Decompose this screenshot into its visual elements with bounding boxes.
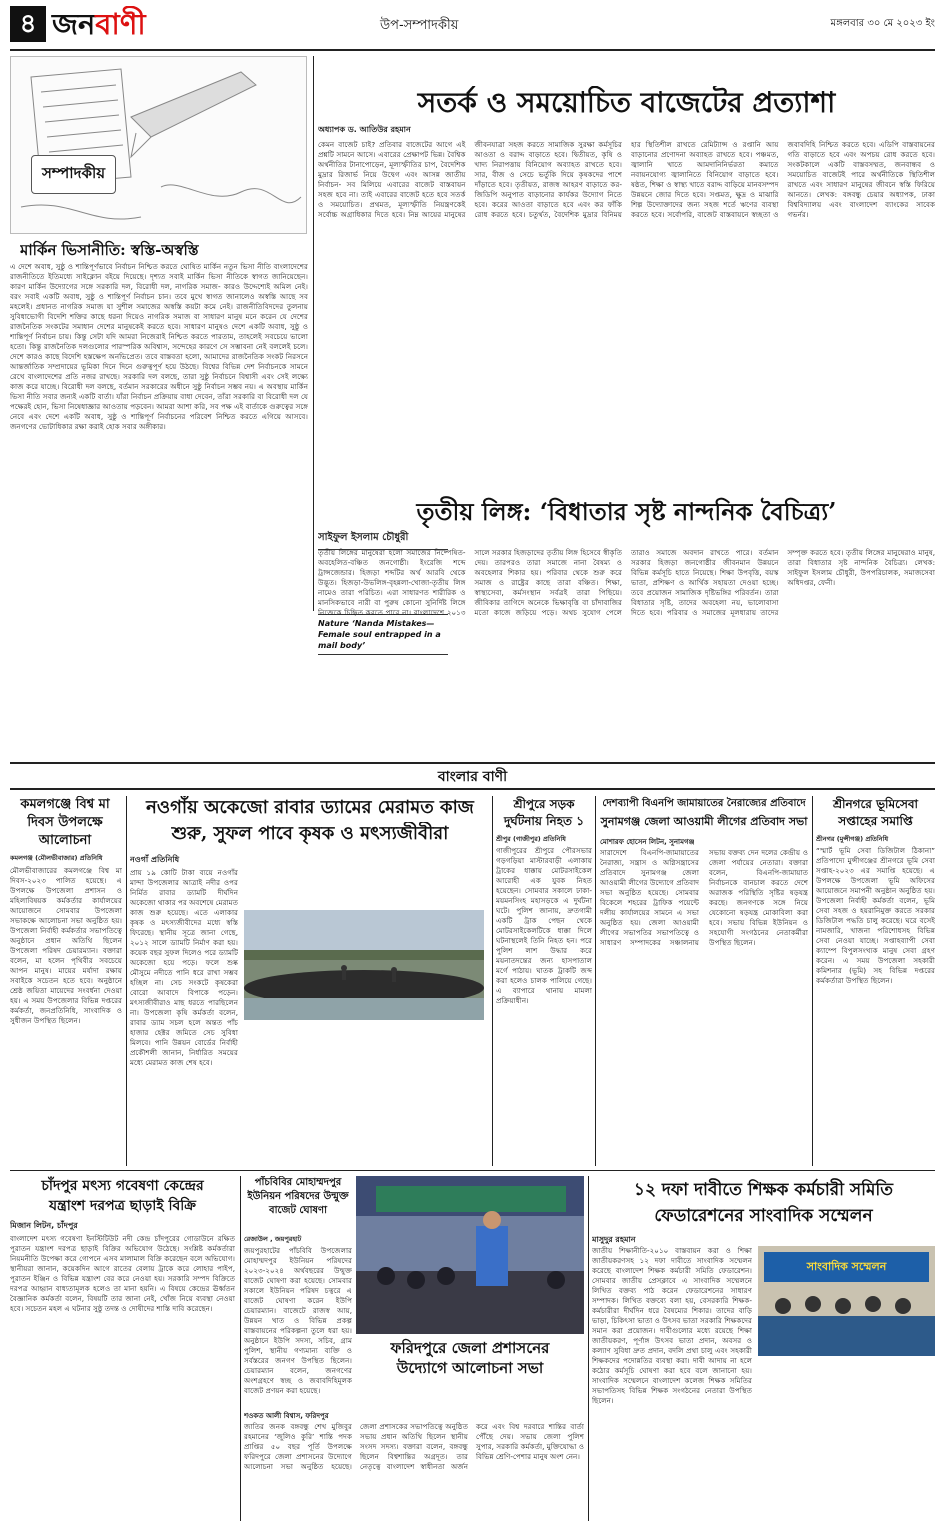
logo-part-1: জন — [52, 7, 96, 41]
editorial-body: এ দেশে অবাধ, সুষ্ঠু ও শান্তিপূর্ণভাবে নির্বাচন নিশ্চিত করতে ঘোষিত মার্কিন নতুন ভিসা নীতি বাংলাদেশের রাজনীতিতে ইতিমধ্যে সাইক্লোন বইয়ে দিয়েছে। দৃশ্যত সবাই মার্কিন ভিসা নীতিকে স্বাগত জানিয়েছেন। কারণ মার্কিন উদ্যোগের সঙ্গে সরকারি দল, বিরোধী দল, নাগরিক সমাজ- কারও উদ্দেশ্যেই অমিল নেই। বরং সবাই একটি অবাধ, সুষ্ঠু ও শান্তিপূর্ণ নির্বাচন চান। তবে মুখে স্বাগত জানালেও অস্বস্তি আছে সব মহলেই। প্রধানত নাগরিক সমাজ যা সুশীল সমাজের অস্বস্তি কয়টা কমে নেই। রাজনীতিবিদদের তুলনায় সুবিধাভোগী বিদেশি শক্তির কাছে ধরনা দিয়েও নাগরিক সমাজ বা সাধারণ মানুষ মনে করেন যে দেশের রাজনৈতিক সংকটের সমাধান দেশের মানুষকেই করতে হবে। সাধারণ মানুষও দেশে একটি অবাধ, সুষ্ঠু ও শান্তিপূর্ণ নির্বাচন চায়। কিন্তু সেটা যদি আমরা নিজেরাই নিশ্চিত করতে পারতাম, তাহলেই সবচেয়ে ভালো হতো। কিন্তু রাজনৈতিক দলগুলোর পারস্পরিক অবিশ্বাস, সন্দেহের কারণে সে সম্ভাবনা নেই বললেই চলে। দেশে কারও কাছে বিদেশি হস্তক্ষেপ অনভিপ্রেত। তবে বাস্তবতা হলো, আমাদের রাজনৈতিক সংকট নিরসনে আন্তর্জাতিক সম্প্রদায়ের ভূমিকা দিনে দিনে গুরুত্বপূর্ণ হয়ে উঠছে। বিশ্বের বিভিন্ন দেশ নির্বাচনকে সামনে রেখে বাংলাদেশের প্রতি নজর রাখছে। সরকারি দল বলছে, তারা সুষ্ঠু নির্বাচনে বিশ্বাসী এবং সেই লক্ষ্যে কাজ করে যাচ্ছে। বিরোধী দল বলছে, বর্তমান সরকারের অধীনে সুষ্ঠু নির্বাচন সম্ভব নয়। এ অবস্থায় মার্কিন ভিসা নীতি সবার জন্যই একটি বার্তা। যাঁরা নির্বাচন প্রক্রিয়ায় বাধা দেবেন, তাঁরা সরকারি বা বিরোধী দল যে পক্ষেরই হোন, ভিসা নিষেধাজ্ঞার আওতায় পড়বেন। আমরা আশা করি, সব পক্ষ এই বার্তাকে গুরুত্বের সঙ্গে নেবে এবং দেশে একটি অবাধ, সুষ্ঠু ও শান্তিপূর্ণ নির্বাচনের পরিবেশ নিশ্চিত করতে এগিয়ে আসবে। জনগণের ভোটাধিকার রক্ষা করাই হোক সবার অঙ্গীকার। — [10, 262, 308, 431]
third-gender-quote: Nature ‘Nanda Mistakes—Female soul entrapped in a mail body’ — [318, 614, 448, 655]
faridpur-event-image — [356, 1176, 584, 1334]
teachers-headline-2: ফেডারেশনের সাংবাদিক সম্মেলন — [654, 1206, 873, 1226]
editorial-illustration — [10, 56, 307, 234]
faridpur-headline-1: ফরিদপুরে জেলা প্রশাসনের — [390, 1339, 550, 1357]
sunamganj-headline-2: সুনামগঞ্জ জেলা আওয়ামী লীগের প্রতিবাদ সভা — [600, 815, 808, 828]
teachers-byline: মাসুদুর রহমান — [592, 1235, 636, 1244]
kamalganj-headline: কমলগঞ্জে বিশ্ব মা দিবস উপলক্ষে আলোচনা — [20, 797, 110, 848]
panchbibi-body: জয়পুরহাটের পাঁচবিবি উপজেলার মোহাম্মদপুর ইউনিয়ন পরিষদের ২০২৩-২০২৪ অর্থবছরের উন্মুক্ত বাজেট ঘোষণা করা হয়েছে। সোমবার সকালে ইউনিয়ন পরিষদ চত্বরে এ বাজেট ঘোষণা করেন ইউপি চেয়ারম্যান। বাজেটে রাজস্ব আয়, উন্নয়ন খাত ও বিভিন্ন প্রকল্প বাস্তবায়নের পরিকল্পনা তুলে ধরা হয়। অনুষ্ঠানে ইউপি সদস্য, সচিব, গ্রাম পুলিশ, স্থানীয় গণ্যমান্য ব্যক্তি ও সর্বস্তরের জনগণ উপস্থিত ছিলেন। চেয়ারম্যান বলেন, জনগণের অংশগ্রহণে স্বচ্ছ ও জবাবদিহিমূলক বাজেট প্রণয়ন করা হয়েছে। — [244, 1246, 352, 1395]
chandpur-headline-1: চাঁদপুর মৎস্য গবেষণা কেন্দ্রের — [41, 1178, 204, 1194]
budget-headline: সতর্ক ও সময়োচিত বাজেটের প্রত্যাশা — [417, 86, 836, 119]
sreenagar-body: “স্মার্ট ভূমি সেবা ডিজিটাল ঠিকানা” প্রতিপাদ্যে মুন্সীগঞ্জের শ্রীনগরে ভূমি সেবা সপ্তাহ-২০২৩ এর সমাপ্তি হয়েছে। এ উপলক্ষে উপজেলা ভূমি অফিসের আয়োজনে সমাপনী অনুষ্ঠান অনুষ্ঠিত হয়। উপজেলা নির্বাহী কর্মকর্তা বলেন, ভূমি সেবা সহজ ও হয়রানিমুক্ত করতে সরকার ডিজিটাল পদ্ধতি চালু করেছে। ঘরে বসেই নামজারি, খাজনা পরিশোধসহ বিভিন্ন সেবা নেওয়া যাচ্ছে। সপ্তাহব্যাপী সেবা ক্যাম্পে বিপুলসংখ্যক মানুষ সেবা গ্রহণ করেন। এ সময় উপজেলা সহকারী কমিশনার (ভূমি) সহ বিভিন্ন দপ্তরের কর্মকর্তারা উপস্থিত ছিলেন। — [816, 846, 935, 985]
naogaon-body-cont — [244, 868, 484, 908]
faridpur-body: জাতির জনক বঙ্গবন্ধু শেখ মুজিবুর রহমানের ‘জুলিও কুরি’ শান্তি পদক প্রাপ্তির ৫০ বছর পূর্তি উপলক্ষে ফরিদপুরে জেলা প্রশাসনের উদ্যোগে আলোচনা সভা অনুষ্ঠিত হয়েছে। জেলা প্রশাসকের সভাপতিত্বে অনুষ্ঠিত সভায় প্রধান অতিথি ছিলেন স্থানীয় সংসদ সদস্য। বক্তারা বলেন, বঙ্গবন্ধু ছিলেন বিশ্বশান্তির অগ্রদূত। তার নেতৃত্বে বাংলাদেশ স্বাধীনতা অর্জন করে এবং বিশ্ব দরবারে শান্তির বার্তা পৌঁছে দেয়। সভায় জেলা পুলিশ সুপার, সরকারি কর্মকর্তা, মুক্তিযোদ্ধা ও বিভিন্ন শ্রেণি-পেশার মানুষ অংশ নেন। — [244, 1422, 584, 1471]
teachers-headline-1: ১২ দফা দাবীতে শিক্ষক কর্মচারী সমিতি — [633, 1180, 894, 1200]
sreepur-byline: শ্রীপুর (গাজীপুর) প্রতিনিধি — [496, 835, 566, 843]
press-banner-text: সাংবাদিক সম্মেলন — [806, 1260, 887, 1273]
page-number: ৪ — [10, 6, 46, 42]
budget-author: অধ্যাপক ড. আতিউর রহমান — [318, 125, 411, 134]
editorial-label: সম্পাদকীয় — [31, 155, 116, 194]
section-rule-top — [10, 762, 935, 764]
sunamganj-headline-1: দেশব্যাপী বিএনপি জামায়াতের নৈরাজ্যের প্রতিবাদে — [602, 798, 806, 809]
naogaon-byline: নওগাঁ প্রতিনিধি — [130, 855, 180, 864]
chandpur-byline: মিজান লিটন, চাঁদপুর — [10, 1221, 78, 1230]
logo-part-2: বাণী — [95, 7, 146, 41]
kamalganj-body: মৌলভীবাজারের কমলগঞ্জে বিশ্ব মা দিবস-২০২৩ পালিত হয়েছে। এ উপলক্ষে উপজেলা প্রশাসন ও মহিলাবিষয়ক কর্মকর্তার কার্যালয়ের আয়োজনে সোমবার উপজেলা সভাকক্ষে আলোচনা সভা অনুষ্ঠিত হয়। উপজেলা নির্বাহী কর্মকর্তার সভাপতিত্বে অনুষ্ঠানে প্রধান অতিথি ছিলেন উপজেলা পরিষদ চেয়ারম্যান। বক্তারা বলেন, মা হলেন পৃথিবীর সবচেয়ে আপন মানুষ। মায়ের মর্যাদা রক্ষায় সবাইকে সচেতন হতে হবে। অনুষ্ঠানে শ্রেষ্ঠ জয়িতা মায়েদের সংবর্ধনা দেওয়া হয়। এ সময় উপজেলার বিভিন্ন দপ্তরের কর্মকর্তা, জনপ্রতিনিধি, সাংবাদিক ও সুধীজন উপস্থিত ছিলেন। — [10, 866, 122, 1025]
sreepur-body: গাজীপুরের শ্রীপুরে পৌরসভার গড়গড়িয়া মাস্টারবাড়ী এলাকায় ট্রাকের ধাক্কায় মোটরসাইকেল আরোহী এক যুবক নিহত হয়েছেন। সোমবার সকালে ঢাকা-ময়মনসিংহ মহাসড়কে এ দুর্ঘটনা ঘটে। পুলিশ জানায়, দ্রুতগামী একটি ট্রাক পেছন থেকে মোটরসাইকেলটিকে ধাক্কা দিলে ঘটনাস্থলেই তিনি নিহত হন। পরে পুলিশ লাশ উদ্ধার করে ময়নাতদন্তের জন্য হাসপাতাল মর্গে পাঠায়। ঘাতক ট্রাকটি জব্দ করা হলেও চালক পালিয়ে গেছে। এ ব্যাপারে থানায় মামলা প্রক্রিয়াধীন। — [496, 846, 592, 1005]
naogaon-headline-1: নওগাঁয় অকেজো রাবার ড্যামের মেরামত কাজ — [146, 797, 474, 818]
vertical-divider-3 — [492, 796, 493, 1166]
third-gender-headline: তৃতীয় লিঙ্গ: ‘বিধাতার সৃষ্ট নান্দনিক বৈচিত্র্য’ — [416, 497, 837, 526]
vertical-divider-7 — [588, 1176, 589, 1521]
vertical-divider-6 — [240, 1176, 241, 1521]
sreepur-headline: শ্রীপুরে সড়ক দুর্ঘটনায় নিহত ১ — [503, 797, 584, 828]
panchbibi-byline: রেজাউল , জয়পুরহাট — [244, 1235, 302, 1243]
rubber-dam-image — [244, 910, 484, 1020]
newspaper-logo — [52, 6, 146, 42]
teachers-body-cont — [758, 1360, 935, 1520]
vertical-divider-5 — [812, 796, 813, 1166]
press-conference-photo — [758, 1246, 935, 1356]
kamalganj-byline: কমলগঞ্জ (মৌলভীবাজার) প্রতিনিধি — [10, 854, 103, 862]
faridpur-headline-2: উদ্যোগে আলোচনা সভা — [396, 1359, 544, 1377]
faridpur-byline: শওকত আলী বিশ্বাস, ফরিদপুর — [244, 1412, 329, 1420]
panchbibi-headline: পাঁচবিবির মোহাম্মদপুর ইউনিয়ন পরিষদের উন্মুক্ত বাজেট ঘোষণা — [247, 1177, 349, 1216]
vertical-divider-4 — [595, 796, 596, 1166]
budget-body: কেমন বাজেট চাই? প্রতিবার বাজেটের আগে এই প্রশ্নটি সামনে আসে। এবারের প্রেক্ষাপট ভিন্ন। বৈশ্বিক অর্থনীতির টানাপোড়েন, মূল্যস্ফীতির চাপ, বৈদেশিক মুদ্রার রিজার্ভ নিয়ে উদ্বেগ এবং আসন্ন জাতীয় নির্বাচন- সব মিলিয়ে এবারের বাজেট বাস্তবায়ন সহজ হবে না। তাই এবারের বাজেট হতে হবে সতর্ক ও সময়োচিত। প্রথমত, মূল্যস্ফীতি নিয়ন্ত্রণকেই সর্বোচ্চ অগ্রাধিকার দিতে হবে। নিম্ন আয়ের মানুষের জীবনযাত্রা সহজ করতে সামাজিক সুরক্ষা কর্মসূচির আওতা ও বরাদ্দ বাড়াতে হবে। দ্বিতীয়ত, কৃষি ও খাদ্য নিরাপত্তায় বিনিয়োগ অব্যাহত রাখতে হবে। সার, বীজ ও সেচে ভর্তুকি দিয়ে কৃষকদের পাশে দাঁড়াতে হবে। তৃতীয়ত, রাজস্ব আহরণ বাড়াতে কর-জিডিপি অনুপাত বাড়ানোর কার্যকর উদ্যোগ নিতে হবে। করের আওতা বাড়াতে হবে এবং কর ফাঁকি রোধ করতে হবে। চতুর্থত, বৈদেশিক মুদ্রার বিনিময় হার স্থিতিশীল রাখতে রেমিট্যান্স ও রপ্তানি আয় বাড়ানোর প্রণোদনা অব্যাহত রাখতে হবে। পঞ্চমত, জ্বালানি খাতে আমদানিনির্ভরতা কমাতে নবায়নযোগ্য জ্বালানিতে বিনিয়োগ বাড়াতে হবে। ষষ্ঠত, শিক্ষা ও স্বাস্থ্য খাতে বরাদ্দ বাড়িয়ে মানবসম্পদ উন্নয়নে জোর দিতে হবে। সপ্তমত, ক্ষুদ্র ও মাঝারি শিল্প উদ্যোক্তাদের জন্য সহজ শর্তে ঋণের ব্যবস্থা করতে হবে। সর্বোপরি, বাজেট বাস্তবায়নে স্বচ্ছতা ও জবাবদিহি নিশ্চিত করতে হবে। এডিপি বাস্তবায়নের গতি বাড়াতে হবে এবং অপচয় রোধ করতে হবে। সংকটকালে একটি বাস্তবসম্মত, জনবান্ধব ও সময়োচিত বাজেটই পারে অর্থনীতিকে স্থিতিশীল রাখতে এবং সাধারণ মানুষের জীবনে স্বস্তি ফিরিয়ে আনতে। লেখক: বঙ্গবন্ধু চেয়ার অধ্যাপক, ঢাকা বিশ্ববিদ্যালয় এবং বাংলাদেশ ব্যাংকের সাবেক গভর্নর। — [318, 140, 935, 219]
vertical-divider-2 — [126, 796, 127, 1166]
chandpur-headline-2: যন্ত্রাংশ দরপত্র ছাড়াই বিক্রি — [48, 1198, 196, 1214]
editorial-title: মার্কিন ভিসানীতি: স্বস্তি-অস্বস্তি — [20, 241, 199, 259]
issue-date: মঙ্গলবার ৩০ মে ২০২৩ ইং — [830, 18, 935, 29]
sunamganj-byline: মোশারফ হোসেন লিটন, সুনামগঞ্জ — [600, 838, 695, 846]
banglar-bani-label: বাংলার বাণী — [437, 769, 508, 785]
header-rule — [10, 49, 935, 51]
sreenagar-byline: শ্রীনগর (মুন্সীগঞ্জ) প্রতিনিধি — [816, 835, 889, 843]
sunamganj-body: সারাদেশে বিএনপি-জামায়াতের নৈরাজ্য, সন্ত্রাস ও অগ্নিসন্ত্রাসের প্রতিবাদে সুনামগঞ্জ জেলা আওয়ামী লীগের উদ্যোগে প্রতিবাদ সভা অনুষ্ঠিত হয়েছে। সোমবার বিকেলে শহরের ট্রাফিক পয়েন্টে দলীয় কার্যালয়ের সামনে এ সভা অনুষ্ঠিত হয়। জেলা আওয়ামী লীগের সভাপতির সভাপতিত্বে ও সাধারণ সম্পাদকের সঞ্চালনায় সভায় বক্তব্য দেন দলের কেন্দ্রীয় ও জেলা পর্যায়ের নেতারা। বক্তারা বলেন, বিএনপি-জামায়াত নির্বাচনকে বানচাল করতে দেশে অরাজক পরিস্থিতি সৃষ্টির ষড়যন্ত্র করছে। জনগণকে সঙ্গে নিয়ে যেকোনো ষড়যন্ত্র মোকাবিলা করা হবে। সভায় বিভিন্ন ইউনিয়ন ও সহযোগী সংগঠনের নেতাকর্মীরা উপস্থিত ছিলেন। — [600, 848, 808, 947]
teachers-body: জাতীয় শিক্ষানীতি-২০১০ বাস্তবায়ন করা ও শিক্ষা জাতীয়করণসহ ১২ দফা দাবীতে সাংবাদিক সম্মেলন করেছে বাংলাদেশ শিক্ষক কর্মচারী সমিতি ফেডারেশন। সোমবার জাতীয় প্রেসক্লাবে এ সাংবাদিক সম্মেলনে লিখিত বক্তব্য পাঠ করেন ফেডারেশনের সাধারণ সম্পাদক। লিখিত বক্তব্যে বলা হয়, বেসরকারি শিক্ষক-কর্মচারীরা দীর্ঘদিন ধরে বৈষম্যের শিকার। তাদের বাড়ি ভাড়া, চিকিৎসা ভাতা ও উৎসব ভাতা সরকারি শিক্ষকদের সমান করা প্রয়োজন। দাবীগুলোর মধ্যে রয়েছে শিক্ষা জাতীয়করণ, পূর্ণাঙ্গ উৎসব ভাতা প্রদান, অবসর ও কল্যাণ সুবিধা দ্রুত প্রদান, বদলি প্রথা চালু এবং সহকারী শিক্ষকদের পদোন্নতির ব্যবস্থা করা। দাবী আদায় না হলে কঠোর কর্মসূচি ঘোষণা করা হবে বলে জানানো হয়। সাংবাদিক সম্মেলনে বাংলাদেশ কলেজ শিক্ষক সমিতির সভাপতিসহ বিভিন্ন শিক্ষক সংগঠনের নেতারা উপস্থিত ছিলেন। — [592, 1246, 752, 1405]
section-rule-bottom — [10, 788, 935, 790]
section-name: উপ-সম্পাদকীয় — [380, 18, 459, 33]
banglar-bani-banner — [10, 766, 935, 786]
third-gender-body: তৃতীয় লিঙ্গের মানুষেরা হলো সমাজের নিষ্পেষিত-অবহেলিত-বঞ্চিত জনগোষ্ঠী। ইংরেজি শব্দে ট্রান্সজেন্ডার। হিজড়া শব্দটির অর্থ আরবি থেকে উদ্ভূত। হিজড়া-উভলিঙ্গ-বৃহন্নলা-খোজা-তৃতীয় লিঙ্গ নামেও তারা পরিচিত। এরা সাধারণত শারীরিক ও মানসিকভাবে নারী বা পুরুষ কোনো সুনির্দিষ্ট লিঙ্গে নিজেকে চিহ্নিত করতে পারে না। বাংলাদেশে ২০১৩ সালে সরকার হিজড়াদের তৃতীয় লিঙ্গ হিসেবে স্বীকৃতি দেয়। তারপরও তারা সমাজে নানা বৈষম্য ও অবহেলার শিকার হয়। পরিবার থেকে শুরু করে সমাজ ও রাষ্ট্রের কাছে তারা বঞ্চিত। শিক্ষা, স্বাস্থ্যসেবা, কর্মসংস্থান সর্বত্রই তারা পিছিয়ে। জীবিকার তাগিদে অনেকে ভিক্ষাবৃত্তি বা চাঁদাবাজির মতো কাজে জড়িয়ে পড়ে। অথচ সুযোগ পেলে তারাও সমাজে অবদান রাখতে পারে। বর্তমান সরকার হিজড়া জনগোষ্ঠীর জীবনমান উন্নয়নে বিভিন্ন কর্মসূচি হাতে নিয়েছে। শিক্ষা উপবৃত্তি, বয়স্ক ভাতা, প্রশিক্ষণ ও আর্থিক সহায়তা দেওয়া হচ্ছে। তবে প্রয়োজন সামাজিক দৃষ্টিভঙ্গির পরিবর্তন। তারা বিধাতার সৃষ্টি, তাদের অবহেলা নয়, ভালোবাসা দিতে হবে। পরিবার ও সমাজের মূলধারায় তাদের সম্পৃক্ত করতে হবে। তৃতীয় লিঙ্গের মানুষেরাও মানুষ, তারা বিধাতার সৃষ্ট নান্দনিক বৈচিত্র্য। লেখক: সাইফুল ইসলাম চৌধুরী, উপপরিচালক, সমাজসেবা অধিদপ্তর, ফেনী। — [318, 548, 935, 617]
chandpur-body: বাংলাদেশ মৎস্য গবেষণা ইনস্টিটিউট নদী কেন্দ্র চাঁদপুরের গোডাউনে রক্ষিত পুরাতন যন্ত্রাংশ দরপত্র ছাড়াই বিক্রির অভিযোগ উঠেছে। সংশ্লিষ্ট কর্মকর্তারা নিয়মনীতি উপেক্ষা করে গোপনে এসব মালামাল বিক্রি করেছেন বলে অভিযোগ। স্থানীয়রা জানান, কয়েকদিন আগে রাতের বেলায় ট্রাকে করে লোহার পাইপ, পুরাতন ইঞ্জিন ও বিভিন্ন যন্ত্রাংশ বের করে নেওয়া হয়। সরকারি সম্পদ বিক্রিতে দরপত্র আহ্বান বাধ্যতামূলক হলেও তা মানা হয়নি। এ বিষয়ে কেন্দ্রের ঊর্ধ্বতন বৈজ্ঞানিক কর্মকর্তা বলেন, বিষয়টি তার জানা নেই, খোঁজ নিয়ে ব্যবস্থা নেওয়া হবে। সচেতন মহল এ ঘটনার সুষ্ঠু তদন্ত ও দোষীদের শাস্তি দাবি করেছেন। — [10, 1234, 235, 1313]
rubber-dam-photo — [244, 910, 484, 1020]
third-gender-author: সাইফুল ইসলাম চৌধুরী — [318, 530, 448, 550]
row-divider — [10, 1170, 935, 1171]
masthead — [10, 6, 935, 48]
sreenagar-headline: শ্রীনগরে ভূমিসেবা সপ্তাহের সমাপ্তি — [832, 797, 919, 828]
naogaon-body: প্রায় ১৯ কোটি টাকা ব্যয়ে নওগাঁর মান্দা উপজেলার আত্রাই নদীর ওপর নির্মিত রাবার ড্যামটি দীর্ঘদিন অকেজো থাকার পর অবশেষে মেরামত কাজ শুরু হয়েছে। এতে এলাকার কৃষক ও মৎস্যজীবীদের মধ্যে স্বস্তি ফিরেছে। স্থানীয় সূত্রে জানা গেছে, ২০১২ সালে ড্যামটি নির্মাণ করা হয়। কয়েক বছর সুফল দিলেও পরে ড্যামটি অকেজো হয়ে পড়ে। ফলে শুষ্ক মৌসুমে নদীতে পানি ধরে রাখা সম্ভব হচ্ছিল না। সেচ সংকটে কৃষকেরা বোরো আবাদে বিপাকে পড়েন। মৎস্যজীবীরাও মাছ ধরতে পারছিলেন না। উপজেলা কৃষি কর্মকর্তা বলেন, রাবার ড্যাম সচল হলে অন্তত পাঁচ হাজার হেক্টর জমিতে সেচ সুবিধা মিলবে। পানি উন্নয়ন বোর্ডের নির্বাহী প্রকৌশলী জানান, নির্ধারিত সময়ের মধ্যে মেরামত কাজ শেষ হবে। — [130, 868, 238, 1067]
faridpur-photo — [356, 1176, 584, 1334]
naogaon-headline-2: শুরু, সুফল পাবে কৃষক ও মৎস্যজীবীরা — [171, 823, 449, 844]
pen-paper-sketch — [11, 57, 307, 234]
vertical-divider-1 — [313, 56, 314, 611]
